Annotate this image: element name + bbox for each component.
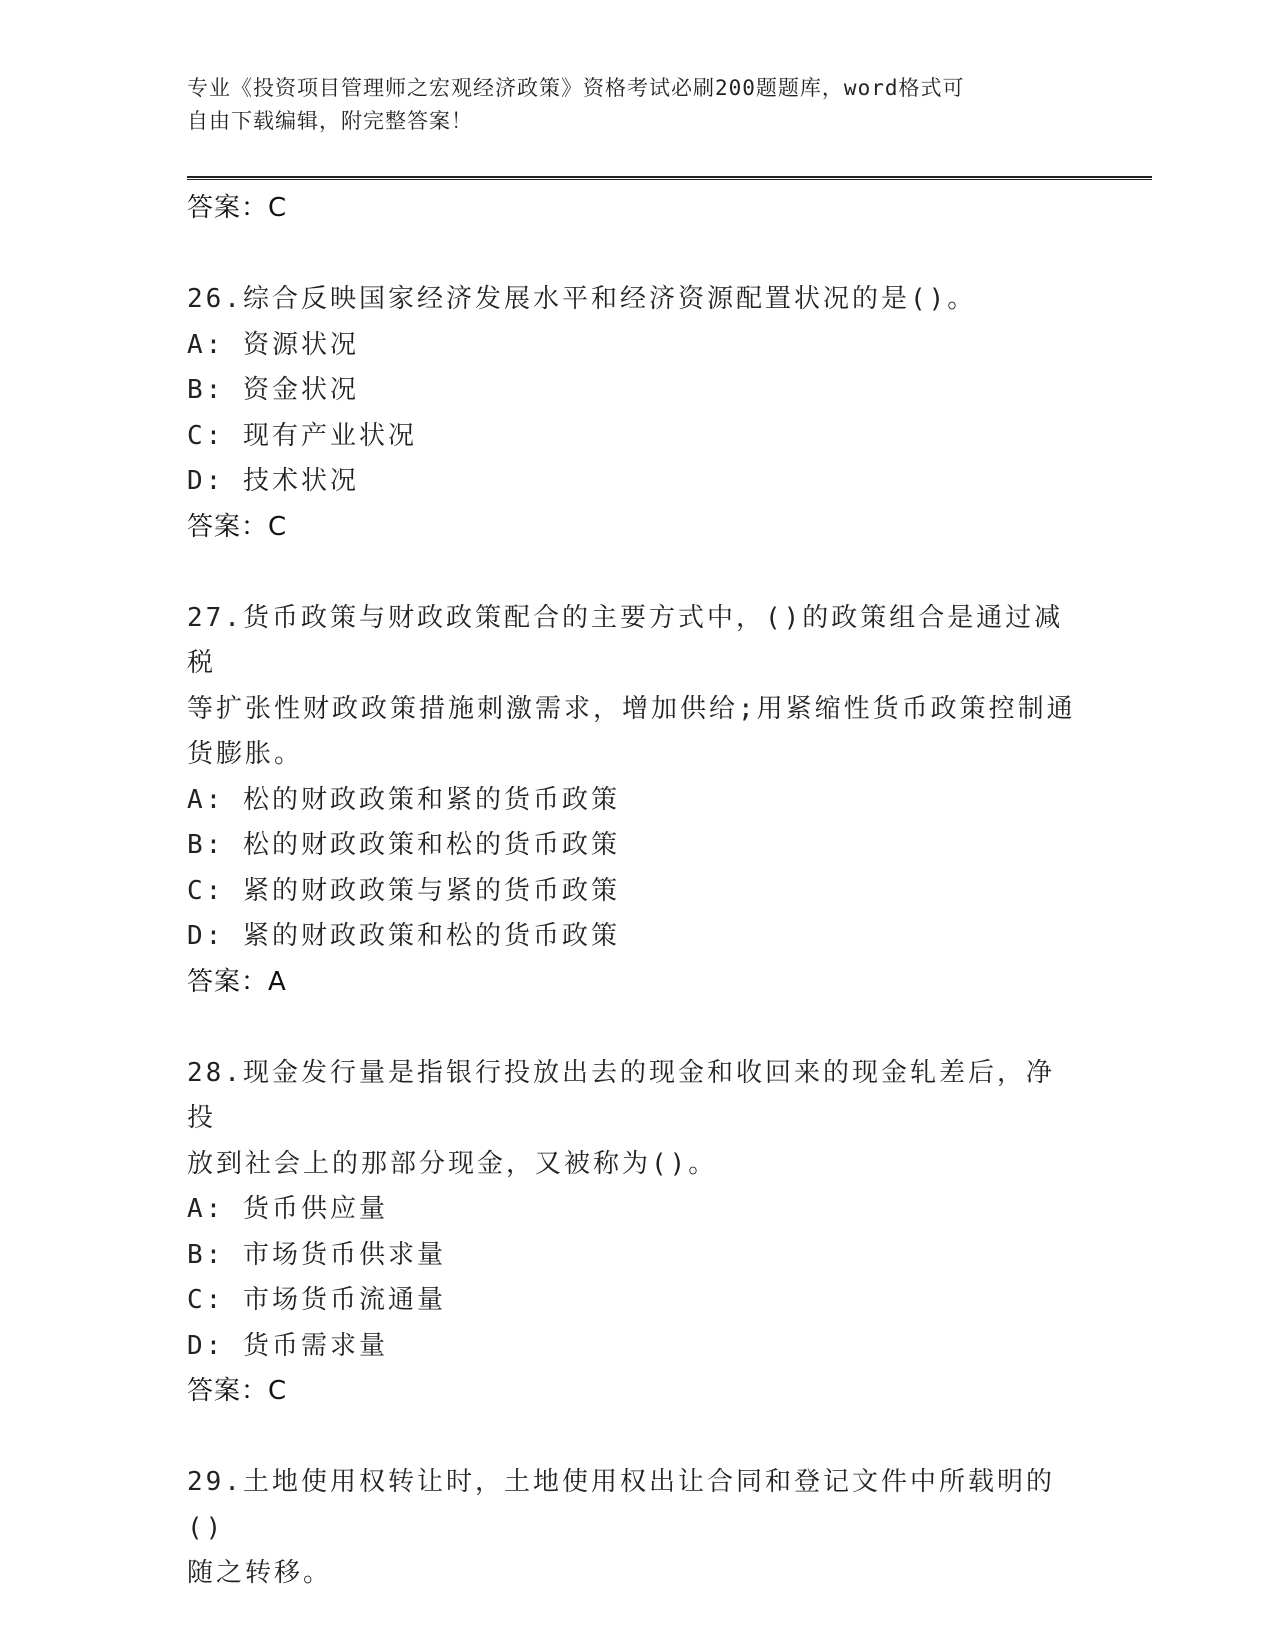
option-d: D: 紧的财政政策和松的货币政策 [187, 921, 620, 951]
question-list [187, 186, 1077, 1597]
option-d: D: 货币需求量 [187, 1330, 388, 1361]
option-b: B: 资金状况 [187, 375, 359, 405]
question-28 [187, 1051, 1077, 1415]
option-c: C: 市场货币流通量 [187, 1285, 446, 1315]
answer-line: 答案：C [187, 511, 288, 542]
spacer [187, 1414, 1077, 1460]
option-b: B: 松的财政政策和松的货币政策 [187, 830, 620, 860]
option-a: A: 松的财政政策和紧的货币政策 [187, 784, 620, 815]
header-line-1: 专业《投资项目管理师之宏观经济政策》资格考试必刷200题题库，word格式可 [187, 76, 965, 100]
question-stem-line-2: 随之转移。 [187, 1558, 333, 1588]
question-stem-line-1: 28.现金发行量是指银行投放出去的现金和收回来的现金轧差后，净投 [187, 1057, 1055, 1133]
option-c: C: 紧的财政政策与紧的货币政策 [187, 875, 620, 906]
answer-line: 答案：A [187, 966, 287, 997]
answer-line: 答案：C [187, 193, 288, 223]
option-d: D: 技术状况 [187, 466, 359, 496]
question-stem-line-1: 29.土地使用权转让时，土地使用权出让合同和登记文件中所载明的() [187, 1467, 1055, 1543]
question-stem-line-2: 等扩张性财政政策措施刺激需求，增加供给;用紧缩性货币政策控制通 [187, 693, 1076, 724]
spacer [187, 550, 1077, 596]
document-header [187, 72, 1067, 138]
spacer [187, 1005, 1077, 1051]
answer-line: 答案：C [187, 1376, 288, 1406]
question-27 [187, 596, 1077, 1005]
question-stem: 26.综合反映国家经济发展水平和经济资源配置状况的是()。 [187, 284, 977, 314]
question-stem-line-3: 货膨胀。 [187, 739, 304, 769]
option-c: C: 现有产业状况 [187, 420, 417, 451]
question-26 [187, 277, 1077, 550]
question-stem-line-2: 放到社会上的那部分现金，又被称为()。 [187, 1148, 718, 1179]
option-b: B: 市场货币供求量 [187, 1239, 446, 1270]
option-a: A: 资源状况 [187, 329, 359, 360]
header-line-2: 自由下载编辑，附完整答案！ [187, 109, 473, 133]
option-a: A: 货币供应量 [187, 1194, 388, 1224]
question-29 [187, 1460, 1077, 1597]
question-stem-line-1: 27.货币政策与财政政策配合的主要方式中，()的政策组合是通过减税 [187, 602, 1064, 678]
header-divider [187, 176, 1152, 180]
spacer [187, 231, 1077, 277]
